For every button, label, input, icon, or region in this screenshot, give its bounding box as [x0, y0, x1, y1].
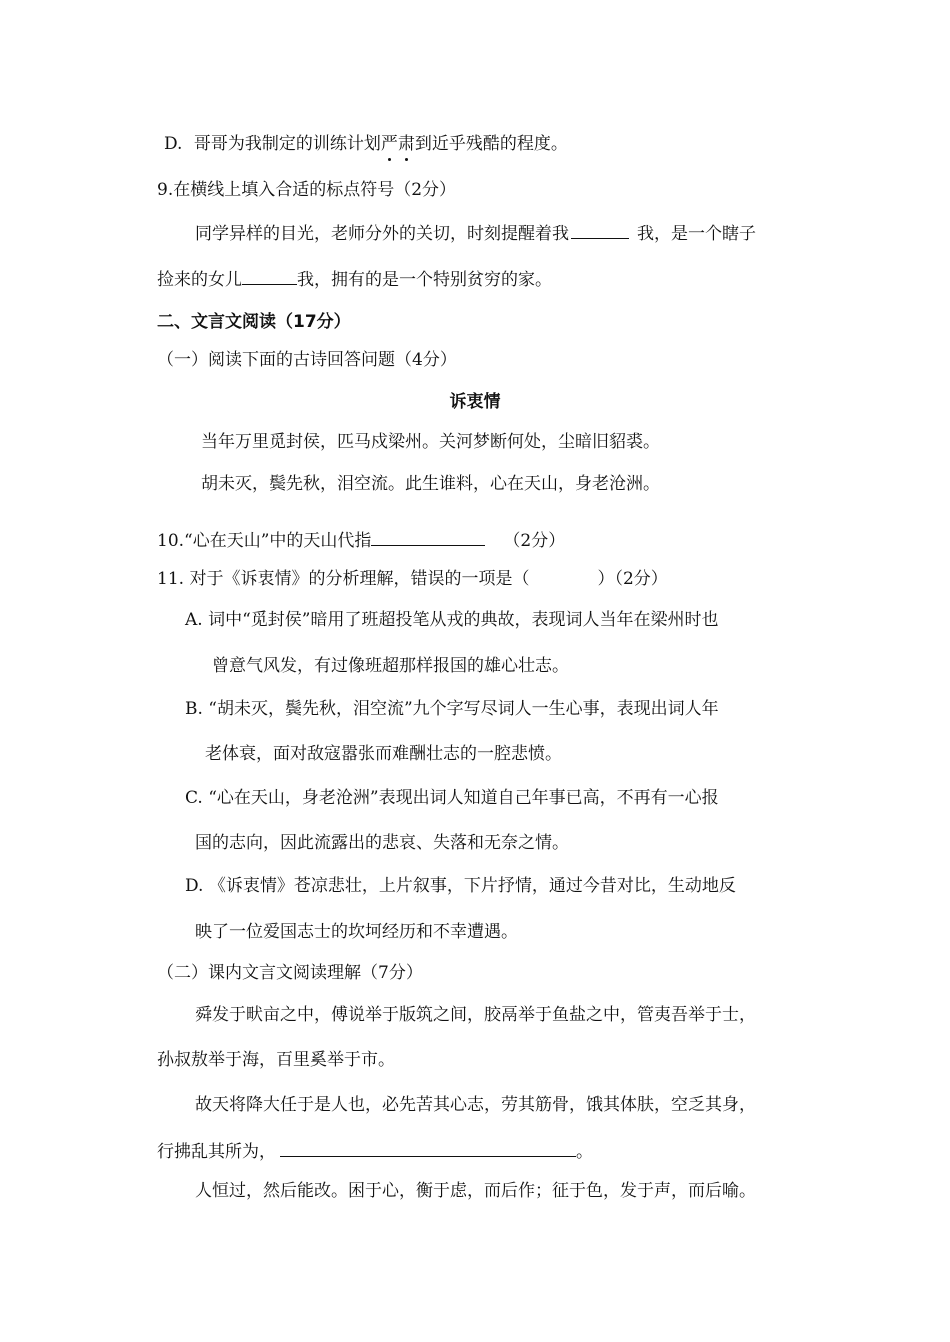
q11-stem: [157, 568, 668, 590]
emphasized-words: [381, 134, 415, 154]
q11-option-c-line2: 国的志向，因此流露出的悲哀、失落和无奈之情。: [195, 833, 569, 853]
passage-p1-line2: 孙叔敖举于海，百里奚举于市。: [157, 1050, 395, 1070]
q10-blank[interactable]: [371, 528, 485, 546]
q11-stem-end: ）（2分）: [597, 569, 668, 589]
q10: [157, 528, 565, 552]
section-title: 二、文言文阅读（17分）: [157, 312, 351, 332]
part2-title: （二）课内文言文阅读理解（7分）: [157, 963, 423, 983]
poem-line-1: 当年万里觅封侯，匹马戍梁州。关河梦断何处，尘暗旧貂裘。: [201, 432, 660, 452]
part1-title: （一）阅读下面的古诗回答问题（4分）: [157, 350, 457, 370]
q11-stem-text: 11. 对于《诉衷情》的分析理解，错误的一项是（: [157, 569, 530, 589]
q9-title: 9.在横线上填入合适的标点符号（2分）: [157, 180, 457, 200]
q11-option-b-line1: B. “胡未灭，鬓先秋，泪空流”九个字写尽词人一生心事，表现出词人年: [185, 699, 719, 719]
q9-line2-before: 捡来的女儿: [157, 270, 242, 290]
passage-p3-line1: 人恒过，然后能改。困于心，衡于虑，而后作；征于色，发于声，而后喻。: [195, 1181, 756, 1201]
q9-line-1: [195, 221, 756, 245]
q8-option-d: [164, 133, 568, 155]
q9-blank-2[interactable]: [242, 267, 297, 285]
q9-line1-after: 我，是一个瞎子: [637, 224, 756, 244]
p2-line2-after: 。: [576, 1142, 593, 1162]
q10-text: 10.“心在天山”中的天山代指: [157, 531, 372, 551]
q10-score: （2分）: [503, 531, 566, 551]
option-text-after: 到近乎残酷的程度。: [414, 134, 568, 154]
q9-line-2: [157, 267, 552, 291]
poem-line-2: 胡未灭，鬓先秋，泪空流。此生谁料，心在天山，身老沧洲。: [201, 474, 660, 494]
p2-line2-before: 行拂乱其所为，: [157, 1142, 276, 1162]
q11-option-a-line2: 曾意气风发，有过像班超那样报国的雄心壮志。: [212, 656, 569, 676]
poem-title: 诉衷情: [449, 392, 501, 412]
translation-blank[interactable]: [280, 1139, 576, 1157]
emphasis-dot: [388, 158, 391, 161]
q9-line2-after: 我，拥有的是一个特别贫穷的家。: [297, 270, 552, 290]
q11-option-d-line2: 映了一位爱国志士的坎坷经历和不幸遭遇。: [195, 922, 518, 942]
passage-p2-line2: [157, 1139, 593, 1163]
q11-option-b-line2: 老体衰，面对敌寇嚣张而难酬壮志的一腔悲愤。: [205, 744, 562, 764]
option-text-before: 哥哥为我制定的训练计划: [193, 134, 381, 154]
q11-option-a-line1: A. 词中“觅封侯”暗用了班超投笔从戎的典故，表现词人当年在梁州时也: [185, 610, 719, 630]
emphasized-text: 严肃: [380, 134, 415, 154]
q11-option-c-line1: C. “心在天山，身老沧洲”表现出词人知道自己年事已高，不再有一心报: [185, 788, 719, 808]
q11-option-d-line1: D. 《诉衷情》苍凉悲壮，上片叙事，下片抒情，通过今昔对比，生动地反: [185, 876, 736, 896]
option-label: D.: [164, 134, 183, 154]
q9-blank-1[interactable]: [571, 221, 629, 239]
q9-line1-before: 同学异样的目光，老师分外的关切，时刻提醒着我: [195, 224, 569, 244]
passage-p1-line1: 舜发于畎亩之中，傅说举于版筑之间，胶鬲举于鱼盐之中，管夷吾举于士，: [195, 1005, 756, 1025]
emphasis-dot: [405, 158, 408, 161]
passage-p2-line1: 故天将降大任于是人也，必先苦其心志，劳其筋骨，饿其体肤，空乏其身，: [195, 1095, 756, 1115]
